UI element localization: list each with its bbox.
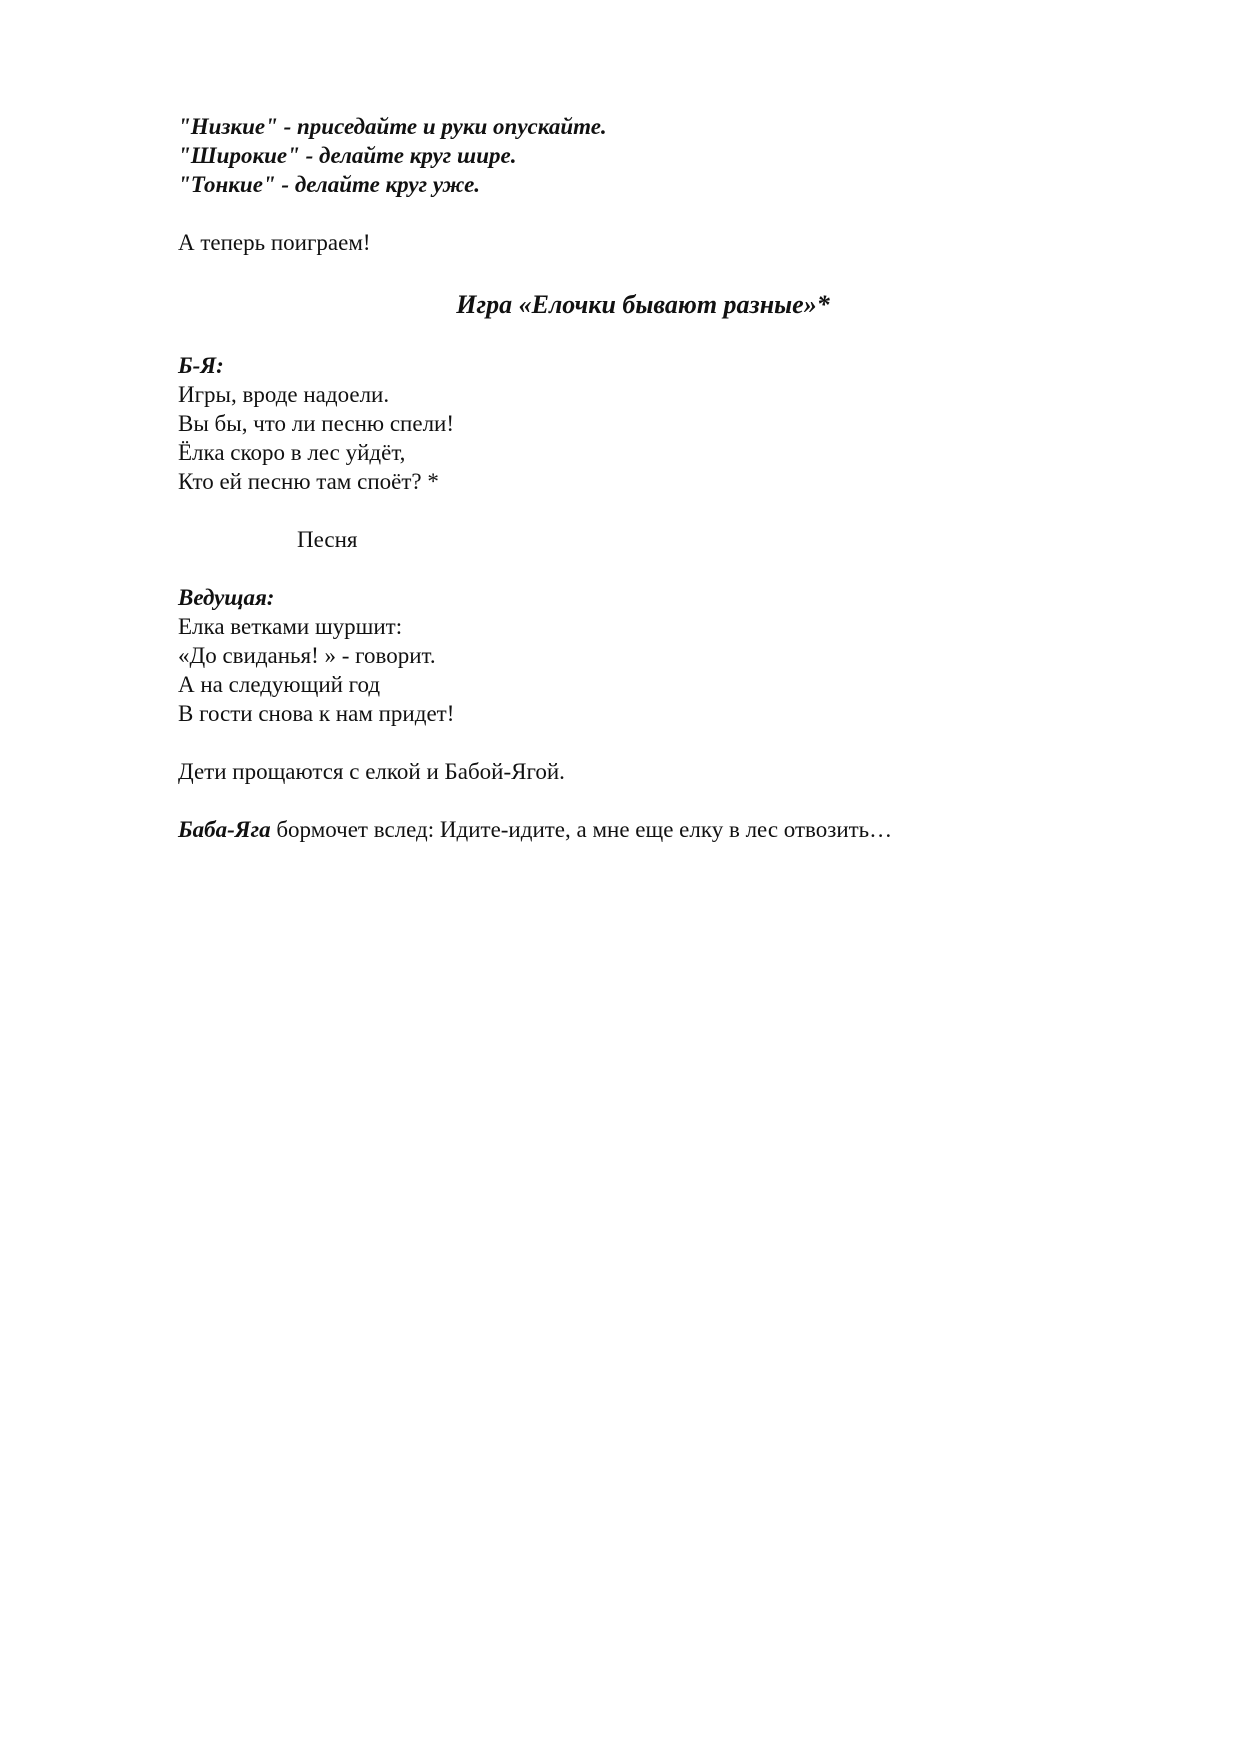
spacer <box>178 728 1138 757</box>
spacer <box>178 496 1138 525</box>
verse-line: Вы бы, что ли песню спели! <box>178 411 455 436</box>
instruction-thin: "Тонкие" - делайте круг уже. <box>178 172 481 197</box>
speaker-host: Ведущая: <box>178 585 275 610</box>
spacer <box>178 554 1138 583</box>
verse-line: Кто ей песню там споёт? * <box>178 469 439 494</box>
final-line <box>178 815 1138 844</box>
speaker-baba-yaga-final: Баба-Яга <box>178 817 271 842</box>
spacer <box>178 199 1138 228</box>
verse-line: Ёлка скоро в лес уйдёт, <box>178 440 406 465</box>
spacer <box>178 786 1138 815</box>
spacer <box>178 257 1138 286</box>
final-line-text: бормочет вслед: Идите-идите, а мне еще елку в лес отвозить… <box>270 817 893 842</box>
verse-line: Елка ветками шуршит: <box>178 614 403 639</box>
speaker-baba-yaga: Б-Я: <box>178 353 224 378</box>
instruction-low: "Низкие" - приседайте и руки опускайте. <box>178 114 607 139</box>
document-page <box>178 112 1138 844</box>
verse-line: В гости снова к нам придет! <box>178 701 455 726</box>
spacer <box>178 322 1138 351</box>
verse-line: «До свиданья! » - говорит. <box>178 643 436 668</box>
play-line: А теперь поиграем! <box>178 230 371 255</box>
verse-line: Игры, вроде надоели. <box>178 382 390 407</box>
instruction-wide: "Широкие" - делайте круг шире. <box>178 143 517 168</box>
verse-line: А на следующий год <box>178 672 381 697</box>
game-title: Игра «Елочки бывают разные»* <box>456 290 830 319</box>
farewell-line: Дети прощаются с елкой и Бабой-Ягой. <box>178 759 565 784</box>
song-label: Песня <box>297 527 358 552</box>
